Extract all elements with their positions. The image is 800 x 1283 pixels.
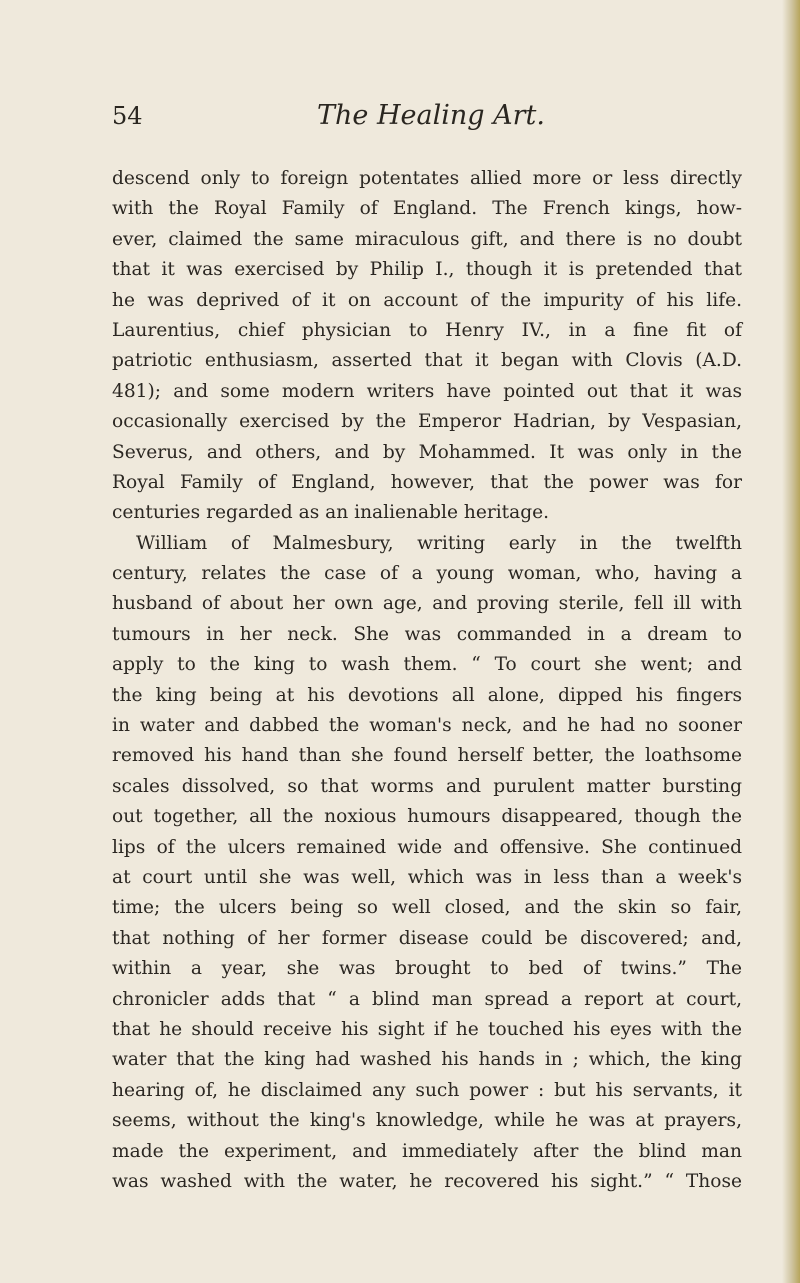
page-edge-shadow (782, 0, 800, 1283)
text-line: that he should receive his sight if he touched his eyes with the (112, 1018, 742, 1040)
text-line: time; the ulcers being so well closed, and the skin so fair, (112, 897, 742, 919)
text-line: lips of the ulcers remained wide and offensive. She continued (112, 836, 742, 858)
text-line: hearing of, he disclaimed any such power : but his servants, it (112, 1079, 742, 1101)
text-line: occasionally exercised by the Emperor Hadrian, by Vespasian, (112, 411, 742, 433)
text-line: with the Royal Family of England. The French kings, how- (112, 198, 742, 220)
text-line: scales dissolved, so that worms and purulent matter bursting (112, 775, 742, 797)
text-line: ever, claimed the same miraculous gift, and there is no doubt (112, 228, 742, 250)
text-line: he was deprived of it on account of the impurity of his life. (112, 289, 742, 311)
text-line: made the experiment, and immediately after the blind man (112, 1140, 742, 1162)
text-line: patriotic enthusiasm, asserted that it began with Clovis (A.D. (112, 350, 742, 372)
text-line: that nothing of her former disease could be discovered; and, (112, 927, 742, 949)
text-line: that it was exercised by Philip I., though it is pretended that (112, 259, 742, 281)
text-line: removed his hand than she found herself better, the loathsome (112, 745, 742, 767)
text-line: in water and dabbed the woman's neck, and he had no sooner (112, 715, 742, 737)
text-line: William of Malmesbury, writing early in the twelfth (136, 532, 742, 554)
text-line: water that the king had washed his hands in ; which, the king (112, 1049, 742, 1071)
text-line: at court until she was well, which was in less than a week's (112, 866, 742, 888)
text-line: chronicler adds that “ a blind man spread a report at court, (112, 988, 742, 1010)
text-line: apply to the king to wash them. “ To court she went; and (112, 654, 742, 676)
text-line: 481); and some modern writers have pointed out that it was (112, 380, 742, 402)
text-line: the king being at his devotions all alone, dipped his fingers (112, 684, 742, 706)
text-line: was washed with the water, he recovered his sight.” “ Those (112, 1170, 742, 1192)
text-line: husband of about her own age, and proving sterile, fell ill with (112, 593, 742, 615)
running-head (112, 98, 732, 138)
text-line: Laurentius, chief physician to Henry IV., in a fine fit of (112, 319, 742, 341)
text-line: seems, without the king's knowledge, while he was at prayers, (112, 1110, 742, 1132)
text-line: within a year, she was brought to bed of twins.” The (112, 958, 742, 980)
body-text (112, 164, 742, 1197)
text-line: Royal Family of England, however, that the power was for (112, 471, 742, 493)
text-line: descend only to foreign potentates allied more or less directly (112, 168, 742, 189)
running-title: The Healing Art. (317, 100, 545, 131)
text-line: tumours in her neck. She was commanded in a dream to (112, 623, 742, 645)
page-number: 54 (112, 102, 143, 130)
text-line: Severus, and others, and by Mohammed. It was only in the (112, 441, 742, 463)
text-line: centuries regarded as an inalienable heritage. (112, 502, 550, 524)
text-line: out together, all the noxious humours disappeared, though the (112, 806, 742, 828)
text-line: century, relates the case of a young woman, who, having a (112, 563, 742, 585)
